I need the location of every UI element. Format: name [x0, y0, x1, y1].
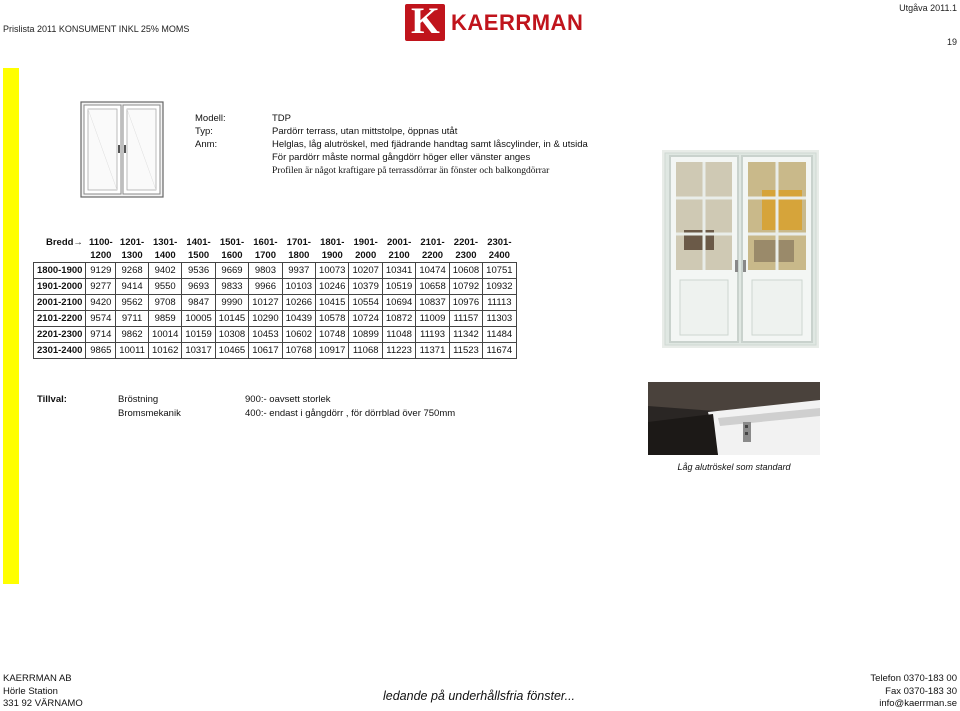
column-header: 1300 — [121, 250, 143, 261]
table-row — [34, 311, 517, 327]
model-label: Modell: — [195, 113, 226, 124]
price-cell: 10899 — [349, 327, 382, 343]
page-number: 19 — [946, 37, 957, 47]
price-cell: 10768 — [282, 343, 315, 359]
column-header: 1401- — [186, 237, 211, 248]
price-cell: 11342 — [449, 327, 482, 343]
column-header: 1100- — [88, 237, 113, 248]
height-label: 2201-2300 — [34, 327, 86, 343]
option-price: 900:- oavsett storlek — [245, 394, 331, 405]
price-cell: 10792 — [449, 279, 482, 295]
price-cell: 9803 — [249, 263, 282, 279]
price-cell: 9536 — [182, 263, 215, 279]
address-line: 331 92 VÄRNAMO — [3, 698, 83, 709]
column-header: 2400 — [488, 250, 510, 261]
price-cell: 10932 — [483, 279, 516, 295]
price-cell: 11523 — [449, 343, 482, 359]
type-label: Typ: — [195, 126, 213, 137]
price-table — [33, 236, 517, 359]
price-cell: 10751 — [483, 263, 516, 279]
table-row — [34, 327, 517, 343]
price-cell: 10658 — [416, 279, 449, 295]
price-cell: 10341 — [382, 263, 415, 279]
column-header: 1301- — [152, 237, 178, 248]
price-cell: 11048 — [382, 327, 415, 343]
note-line: För pardörr måste normal gångdörr höger eller vänster anges — [272, 152, 531, 163]
price-cell: 11674 — [483, 343, 516, 359]
price-cell: 10073 — [316, 263, 349, 279]
price-cell: 9402 — [148, 263, 181, 279]
price-cell: 10246 — [316, 279, 349, 295]
price-cell: 10872 — [382, 311, 415, 327]
logo-k-mark: K — [405, 4, 445, 41]
height-label: 2101-2200 — [34, 311, 86, 327]
column-header: 2101- — [420, 237, 445, 248]
height-label: 1800-1900 — [34, 263, 86, 279]
price-cell: 9990 — [215, 295, 248, 311]
column-header: 1601- — [253, 237, 278, 248]
price-cell: 10005 — [182, 311, 215, 327]
price-cell: 9277 — [86, 279, 116, 295]
price-cell: 9966 — [249, 279, 282, 295]
edition-label: Utgåva 2011.1 — [899, 3, 957, 13]
price-cell: 10917 — [316, 343, 349, 359]
column-header: 2200 — [421, 250, 444, 261]
price-cell: 10554 — [349, 295, 382, 311]
width-header: Bredd→ — [45, 237, 83, 248]
price-cell: 9550 — [148, 279, 181, 295]
column-header: 1200 — [90, 250, 112, 261]
price-cell: 11484 — [483, 327, 516, 343]
price-cell: 9669 — [215, 263, 248, 279]
column-header: 2100 — [388, 250, 410, 261]
price-cell: 9865 — [86, 343, 116, 359]
price-cell: 9833 — [215, 279, 248, 295]
note-label: Anm: — [195, 139, 218, 150]
fax: Fax 0370-183 30 — [885, 685, 957, 697]
price-cell: 9574 — [86, 311, 116, 327]
price-cell: 11113 — [483, 295, 516, 311]
price-cell: 10317 — [182, 343, 215, 359]
price-cell: 9414 — [116, 279, 149, 295]
option-price: 400:- endast i gångdörr , för dörrblad över 750mm — [245, 408, 456, 419]
column-header: 1500 — [188, 250, 210, 261]
price-cell: 10103 — [282, 279, 315, 295]
price-cell: 10266 — [282, 295, 315, 311]
price-cell: 11193 — [416, 327, 449, 343]
price-cell: 11068 — [349, 343, 382, 359]
price-cell: 10608 — [449, 263, 482, 279]
price-cell: 10602 — [282, 327, 315, 343]
price-cell: 10011 — [116, 343, 149, 359]
price-cell: 11371 — [416, 343, 449, 359]
alu-threshold-photo — [648, 382, 820, 455]
price-cell: 9847 — [182, 295, 215, 311]
kaerrman-logo — [405, 1, 584, 42]
terrace-door-photo — [662, 150, 819, 348]
contact-info — [870, 673, 957, 711]
price-cell: 11157 — [449, 311, 482, 327]
options-section — [37, 393, 557, 423]
price-cell: 10976 — [449, 295, 482, 311]
column-header: 2201- — [453, 237, 479, 248]
email-link[interactable]: info@kaerrman.se — [879, 698, 957, 709]
price-cell: 9420 — [86, 295, 116, 311]
price-cell: 9562 — [116, 295, 149, 311]
height-label: 1901-2000 — [34, 279, 86, 295]
model-value: TDP — [272, 113, 291, 124]
price-cell: 9268 — [116, 263, 149, 279]
price-cell: 10578 — [316, 311, 349, 327]
price-cell: 10290 — [249, 311, 282, 327]
price-list-title: Prislista 2011 KONSUMENT INKL 25% MOMS — [3, 24, 190, 34]
price-cell: 9714 — [86, 327, 116, 343]
type-value: Pardörr terrass, utan mittstolpe, öppnas utåt — [272, 126, 458, 137]
price-cell: 10379 — [349, 279, 382, 295]
option-name: Bröstning — [118, 394, 159, 405]
table-row — [34, 279, 517, 295]
price-cell: 9711 — [116, 311, 149, 327]
company-address — [3, 673, 83, 711]
price-cell: 10465 — [215, 343, 248, 359]
product-spec — [195, 112, 615, 192]
price-cell: 11223 — [382, 343, 415, 359]
price-cell: 11303 — [483, 311, 516, 327]
column-header: 2000 — [355, 250, 377, 261]
price-cell: 10162 — [148, 343, 181, 359]
price-cell: 9862 — [116, 327, 149, 343]
table-row — [34, 295, 517, 311]
price-cell: 10415 — [316, 295, 349, 311]
column-header: 1400 — [154, 250, 176, 261]
price-cell: 10453 — [249, 327, 282, 343]
price-cell: 9859 — [148, 311, 181, 327]
price-cell: 10127 — [249, 295, 282, 311]
address-line: Hörle Station — [3, 685, 58, 697]
price-cell: 10014 — [148, 327, 181, 343]
column-header: 2001- — [386, 237, 412, 248]
logo-wordmark: KAERRMAN — [451, 10, 584, 35]
double-door-drawing — [80, 101, 164, 198]
column-header: 1700 — [254, 250, 276, 261]
price-cell: 10159 — [182, 327, 215, 343]
price-cell: 10474 — [416, 263, 449, 279]
column-header: 2300 — [455, 250, 477, 261]
price-cell: 10207 — [349, 263, 382, 279]
price-cell: 10308 — [215, 327, 248, 343]
header-spacer — [34, 249, 86, 263]
options-label: Tillval: — [37, 394, 67, 405]
column-header: 1900 — [321, 250, 343, 261]
price-cell: 10145 — [215, 311, 248, 327]
price-cell: 9937 — [282, 263, 315, 279]
option-name: Bromsmekanik — [118, 408, 181, 419]
price-cell: 9708 — [148, 295, 181, 311]
price-cell: 10694 — [382, 295, 415, 311]
phone: Telefon 0370-183 00 — [870, 673, 957, 684]
price-cell: 10724 — [349, 311, 382, 327]
threshold-caption: Låg alutröskel som standard — [677, 462, 791, 472]
column-header: 1801- — [320, 237, 345, 248]
price-cell: 10439 — [282, 311, 315, 327]
price-cell: 10748 — [316, 327, 349, 343]
column-header: 1701- — [286, 237, 311, 248]
column-header: 1201- — [119, 237, 145, 248]
note-line: Profilen är något kraftigare på terrassdörrar än fönster och balkongdörrar — [272, 166, 550, 176]
price-cell: 9693 — [182, 279, 215, 295]
price-cell: 10617 — [249, 343, 282, 359]
side-accent-bar — [3, 68, 19, 584]
slogan: ledande på underhållsfria fönster... — [383, 689, 576, 703]
column-header: 1800 — [288, 250, 310, 261]
column-header: 1901- — [353, 237, 378, 248]
price-cell: 10837 — [416, 295, 449, 311]
column-header: 1600 — [221, 250, 243, 261]
price-cell: 9129 — [86, 263, 116, 279]
company-name: KAERRMAN AB — [3, 673, 72, 684]
table-row — [34, 343, 517, 359]
height-label: 2301-2400 — [34, 343, 86, 359]
column-header: 2301- — [487, 237, 512, 248]
price-cell: 11009 — [416, 311, 449, 327]
note-line: Helglas, låg alutröskel, med fjädrande handtag samt låscylinder, in & utsida — [272, 139, 588, 150]
column-header: 1501- — [219, 237, 245, 248]
table-row — [34, 263, 517, 279]
height-label: 2001-2100 — [34, 295, 86, 311]
price-cell: 10519 — [382, 279, 415, 295]
